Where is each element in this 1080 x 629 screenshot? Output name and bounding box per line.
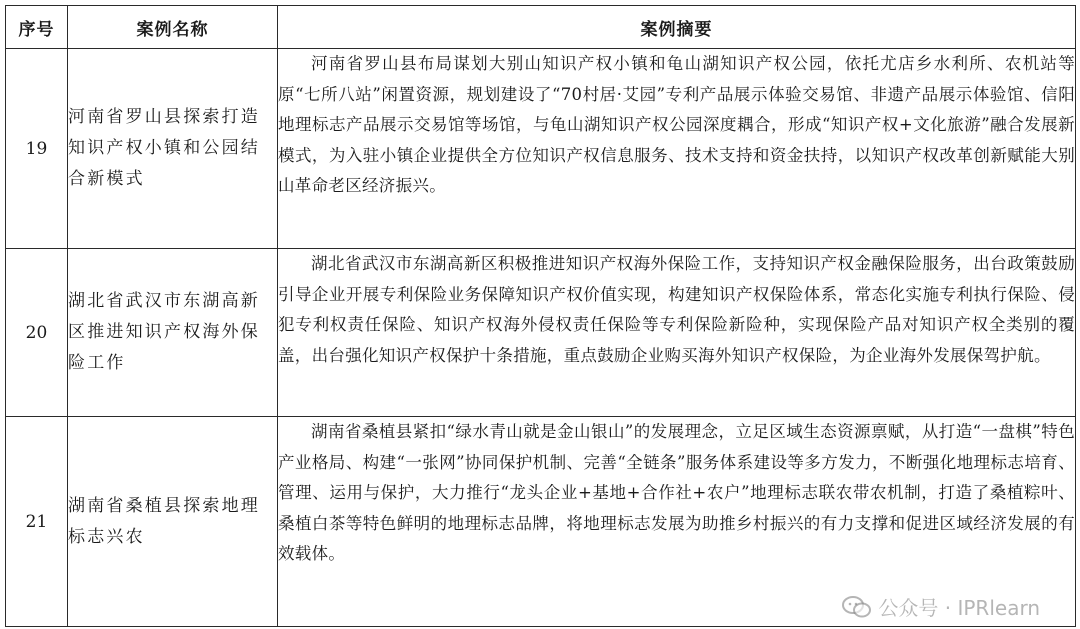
row-index: 20: [6, 249, 68, 417]
case-name: 湖北省武汉市东湖高新区推进知识产权海外保险工作: [68, 249, 278, 417]
header-row: [6, 6, 1076, 49]
watermark: [842, 592, 1040, 621]
row-index: 19: [6, 49, 68, 249]
header-index: 序号: [6, 6, 68, 49]
table-row: [6, 49, 1076, 249]
wechat-icon: [842, 595, 872, 619]
case-summary: 河南省罗山县布局谋划大别山知识产权小镇和龟山湖知识产权公园，依托尤店乡水利所、农机站等原“七所八站”闲置资源，规划建设了“70村居·艾园”专利产品展示体验交易馆、非遗产品展示体验馆、信阳地理标志产品展示交易馆等场馆，与龟山湖知识产权公园深度耦合，形成“知识产权+文化旅游”融合发展新模式，为入驻小镇企业提供全方位知识产权信息服务、技术支持和资金扶持，以知识产权改革创新赋能大别山革命老区经济振兴。: [278, 49, 1076, 249]
case-name: 河南省罗山县探索打造知识产权小镇和公园结合新模式: [68, 49, 278, 249]
case-name: 湖南省桑植县探索地理标志兴农: [68, 417, 278, 627]
case-summary: 湖北省武汉市东湖高新区积极推进知识产权海外保险工作，支持知识产权金融保险服务，出台政策鼓励引导企业开展专利保险业务保障知识产权价值实现，构建知识产权保险体系，常态化实施专利执行保险、侵犯专利权责任保险、知识产权海外侵权责任保险等专利保险新险种，实现保险产品对知识产权全类别的覆盖，出台强化知识产权保护十条措施，重点鼓励企业购买海外知识产权保险，为企业海外发展保驾护航。: [278, 249, 1076, 417]
table-row: [6, 249, 1076, 417]
header-name: 案例名称: [68, 6, 278, 49]
row-index: 21: [6, 417, 68, 627]
header-summary: 案例摘要: [278, 6, 1076, 49]
watermark-text: 公众号 · IPRlearn: [878, 596, 1040, 620]
case-table: [5, 5, 1076, 627]
case-summary: 湖南省桑植县紧扣“绿水青山就是金山银山”的发展理念，立足区域生态资源禀赋，从打造“一盘棋”特色产业格局、构建“一张网”协同保护机制、完善“全链条”服务体系建设等多方发力，不断强化地理标志培育、管理、运用与保护，大力推行“龙头企业+基地+合作社+农户”地理标志联农带农机制，打造了桑植粽叶、桑植白茶等特色鲜明的地理标志品牌，将地理标志发展为助推乡村振兴的有力支撑和促进区域经济发展的有效载体。: [278, 417, 1076, 627]
